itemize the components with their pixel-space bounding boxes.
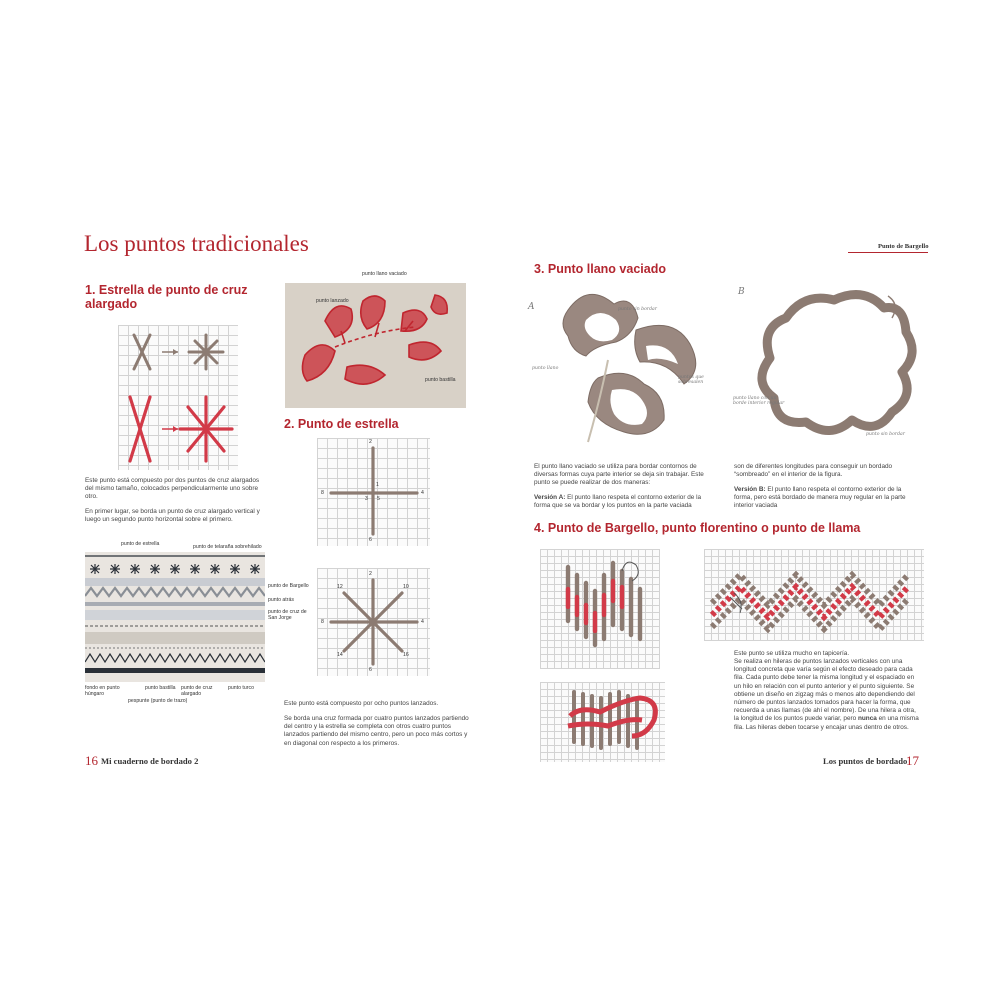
section4-heading: 4. Punto de Bargello, punto florentino o punto de llama: [534, 521, 861, 535]
section3-version-a: [534, 494, 719, 510]
diagram-number: 8: [321, 490, 324, 496]
diagram-number: 8: [321, 619, 324, 625]
callout-a-borde: punto sin bordar: [618, 307, 657, 312]
header-rule: [848, 252, 928, 253]
callout-b-left: punto llano con un borde interior regular: [733, 396, 785, 407]
version-b-diagram: [738, 282, 933, 452]
label-punto-bastilla: punto bastilla: [145, 685, 176, 691]
label-cruz-alargado: punto de cruz alargado: [181, 685, 213, 697]
page-title: Los puntos tradicionales: [84, 231, 309, 256]
label-punto-cruz-san-jorge: punto de cruz de San Jorge: [268, 609, 307, 621]
label-punto-lanzado: punto lanzado: [316, 298, 349, 304]
star-cross-diagram: [118, 325, 238, 470]
section2-paragraph2: Se borda una cruz formada por cuatro puntos lanzados partiendo del centro y la estrella se completa con otros cuatro puntos lanzados partiendo del mismo centro, pero un poco más cortos y en diagonal con respecto a los primeros.: [284, 715, 469, 747]
version-a-label: Versión A:: [534, 494, 566, 501]
bargello-diagram-3: [540, 682, 665, 762]
section4-text-b: en una misma fila. Las hileras deben tocarse y encajar unas dentro de otros.: [734, 715, 919, 731]
star-diagram-step1: [317, 438, 430, 546]
diagram-number: 1: [376, 482, 379, 488]
label-photo-bastilla: punto bastilla: [425, 377, 456, 383]
leaf-embroidery-photo: [285, 283, 466, 408]
section1-paragraph2: En primer lugar, se borda un punto de cruz alargado vertical y luego un segundo punto horizontal sobre el primero.: [85, 508, 260, 524]
left-page-number: 16: [85, 753, 98, 768]
label-pespunte: pespunte (punto de trazo): [128, 698, 188, 704]
diagram-number: 3: [365, 496, 368, 502]
diagram-number: 2: [369, 571, 372, 577]
star-diagram-step2: [317, 568, 430, 676]
right-header-label: Punto de Bargello: [878, 243, 929, 250]
section4-bold: nunca: [858, 715, 877, 723]
sampler-photo: [85, 552, 265, 682]
label-version-b: B: [738, 287, 745, 297]
section1-heading: 1. Estrella de punto de cruz alargado: [85, 283, 248, 311]
label-punto-bargello: punto de Bargello: [268, 583, 309, 589]
version-a-text: El punto llano respeta el contorno exterior de la forma que se va bordar y los puntos en la parte vaciada: [534, 494, 702, 510]
section4-paragraph2: [734, 658, 919, 732]
diagram-number: 2: [369, 439, 372, 445]
label-punto-telarana: punto de telaraña sobrehilado: [193, 544, 262, 550]
callout-b-right: punto sin bordar: [866, 432, 905, 437]
section3-version-b: [734, 486, 919, 511]
diagram-number: 10: [403, 584, 409, 590]
bargello-diagram-1: [540, 549, 660, 669]
callout-a-relleno: puntos que sobresalen: [678, 375, 704, 386]
diagram-number: 6: [369, 667, 372, 673]
diagram-number: 12: [337, 584, 343, 590]
label-punto-turco: punto turco: [228, 685, 254, 691]
section3-heading: 3. Punto llano vaciado: [534, 262, 666, 276]
left-footer-title: Mi cuaderno de bordado 2: [101, 756, 199, 766]
diagram-number: 4: [421, 619, 424, 625]
diagram-number: 4: [421, 490, 424, 496]
section2-paragraph1: Este punto está compuesto por ocho puntos lanzados.: [284, 700, 439, 707]
label-llano-vaciado: punto llano vaciado: [362, 271, 407, 277]
bargello-diagram-2: [704, 549, 924, 641]
callout-a-llano: punto llano: [532, 366, 559, 371]
right-page-number: 17: [906, 753, 919, 768]
section4-paragraph1: Este punto se utiliza mucho en tapicería.: [734, 650, 850, 657]
diagram-number: 6: [369, 537, 372, 543]
right-footer-title: Los puntos de bordado: [823, 756, 908, 766]
version-b-label: Versión B:: [734, 486, 766, 493]
version-b-text: El punto llano respeta el contorno exterior de la forma, pero está bordado de manera muy regular en la parte interior vaciada: [734, 486, 906, 510]
label-punto-estrella: punto de estrella: [121, 541, 160, 547]
label-fondo-hungaro: fondo en punto húngaro: [85, 685, 120, 697]
section2-heading: 2. Punto de estrella: [284, 417, 399, 431]
diagram-number: 5: [377, 496, 380, 502]
diagram-number: 14: [337, 652, 343, 658]
label-punto-atras: punto atrás: [268, 597, 294, 603]
section1-paragraph1: Este punto está compuesto por dos puntos de cruz alargados del mismo tamaño, colocados perpendicularmente uno sobre otro.: [85, 477, 260, 501]
label-version-a: A: [528, 302, 535, 312]
section4-text-a: Se realiza en hileras de puntos lanzados verticales con una longitud concreta que varía según el efecto deseado para cada fila. Cada punto debe tener la misma longitud y el espaciado en un hilo en relación con el punto anterior y el punto siguiente. Se obtiene un diseño en zigzag más o menos alto dependiendo del número de puntos lanzados tomados para hacer la forma, que recuerda a unas llamas (de ahí el nombre). De una hilera a otra, la longitud de los puntos puede variar, pero: [734, 658, 916, 723]
section3-paragraph1: El punto llano vaciado se utiliza para bordar contornos de diversas formas cuya parte interior se deja sin trabajar. Este punto se puede realizar de dos maneras:: [534, 463, 704, 487]
diagram-number: 16: [403, 652, 409, 658]
section3-paragraph-right: son de diferentes longitudes para conseguir un bordado “sombreado” en el interior de la figura.: [734, 463, 893, 479]
